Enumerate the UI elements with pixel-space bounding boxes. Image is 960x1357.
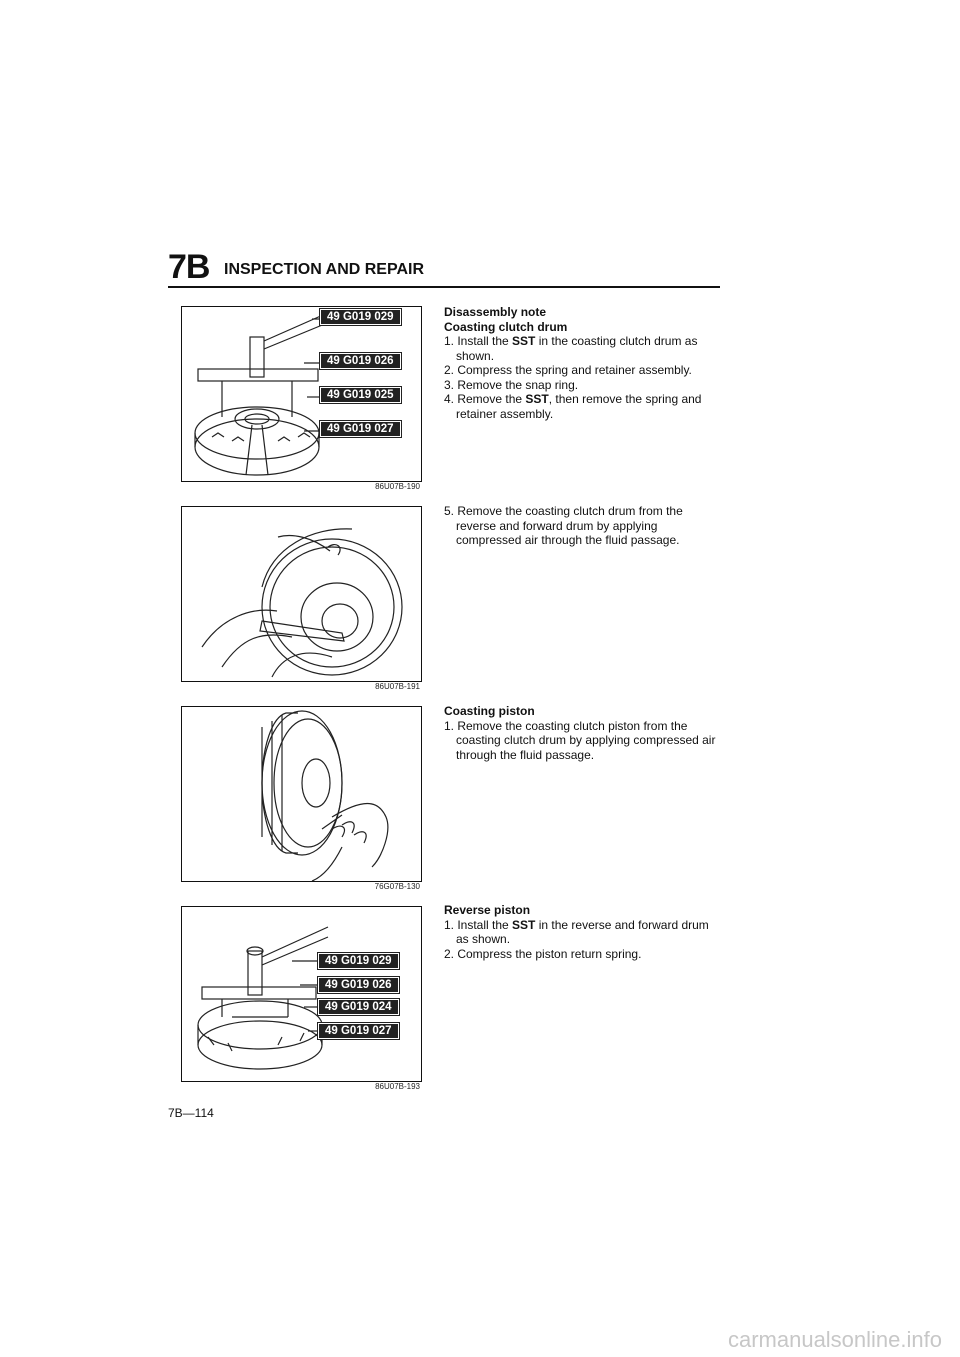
figure-id: 76G07B-130 [374, 882, 420, 891]
tool-code-label: 49 G019 027 [320, 421, 401, 437]
page-number: 7B—114 [168, 1106, 214, 1120]
tool-code-label: 49 G019 026 [320, 353, 401, 369]
instruction-step: 2. Compress the piston return spring. [444, 946, 642, 961]
figure-id: 86U07B-193 [375, 1082, 420, 1091]
text-block-coasting-clutch-drum [444, 305, 724, 421]
section-header [168, 248, 720, 288]
figure-id: 86U07B-190 [375, 482, 420, 491]
tool-code-label: 49 G019 025 [320, 387, 401, 403]
instruction-step: 4. Remove the SST, then remove the spring and retainer assembly. [444, 392, 702, 421]
tool-code-label: 49 G019 024 [318, 999, 399, 1015]
instruction-step: 1. Remove the coasting clutch piston from the coasting clutch drum by applying compressed air through the fluid passage. [444, 718, 716, 762]
subsection-heading: Coasting clutch drum [444, 319, 568, 334]
figure-reverse-piston-sst [181, 906, 422, 1082]
tool-code-label: 49 G019 029 [318, 953, 399, 969]
instruction-step: 2. Compress the spring and retainer assembly. [444, 363, 692, 377]
section-title: INSPECTION AND REPAIR [224, 261, 425, 278]
instruction-step: 3. Remove the snap ring. [444, 377, 579, 392]
figure-coasting-clutch-drum-air [181, 506, 422, 682]
watermark: carmanualsonline.info [727, 1327, 942, 1352]
section-number: 7B [168, 248, 210, 286]
figure-id: 86U07B-191 [375, 682, 420, 691]
coasting-piston-illustration [182, 707, 421, 881]
text-block-coasting-piston [444, 704, 724, 762]
tool-code-label: 49 G019 027 [318, 1023, 399, 1039]
instruction-step: 1. Install the SST in the coasting clutch drum as shown. [444, 334, 698, 363]
section-heading: Disassembly note [444, 305, 547, 319]
tool-code-label: 49 G019 026 [318, 977, 399, 993]
coasting-clutch-drum-illustration [182, 507, 421, 681]
subsection-heading: Coasting piston [444, 704, 535, 718]
text-block-remove-drum [444, 504, 724, 548]
subsection-heading: Reverse piston [444, 903, 531, 917]
text-block-reverse-piston [444, 903, 724, 961]
figure-coasting-clutch-sst [181, 306, 422, 482]
instruction-step: 5. Remove the coasting clutch drum from the reverse and forward drum by applying compressed air through the fluid passage. [444, 504, 683, 547]
reverse-piston-sst-illustration [182, 907, 421, 1081]
tool-code-label: 49 G019 029 [320, 309, 401, 325]
instruction-step: 1. Install the SST in the reverse and forward drum as shown. [444, 917, 709, 946]
figure-coasting-piston-air [181, 706, 422, 882]
